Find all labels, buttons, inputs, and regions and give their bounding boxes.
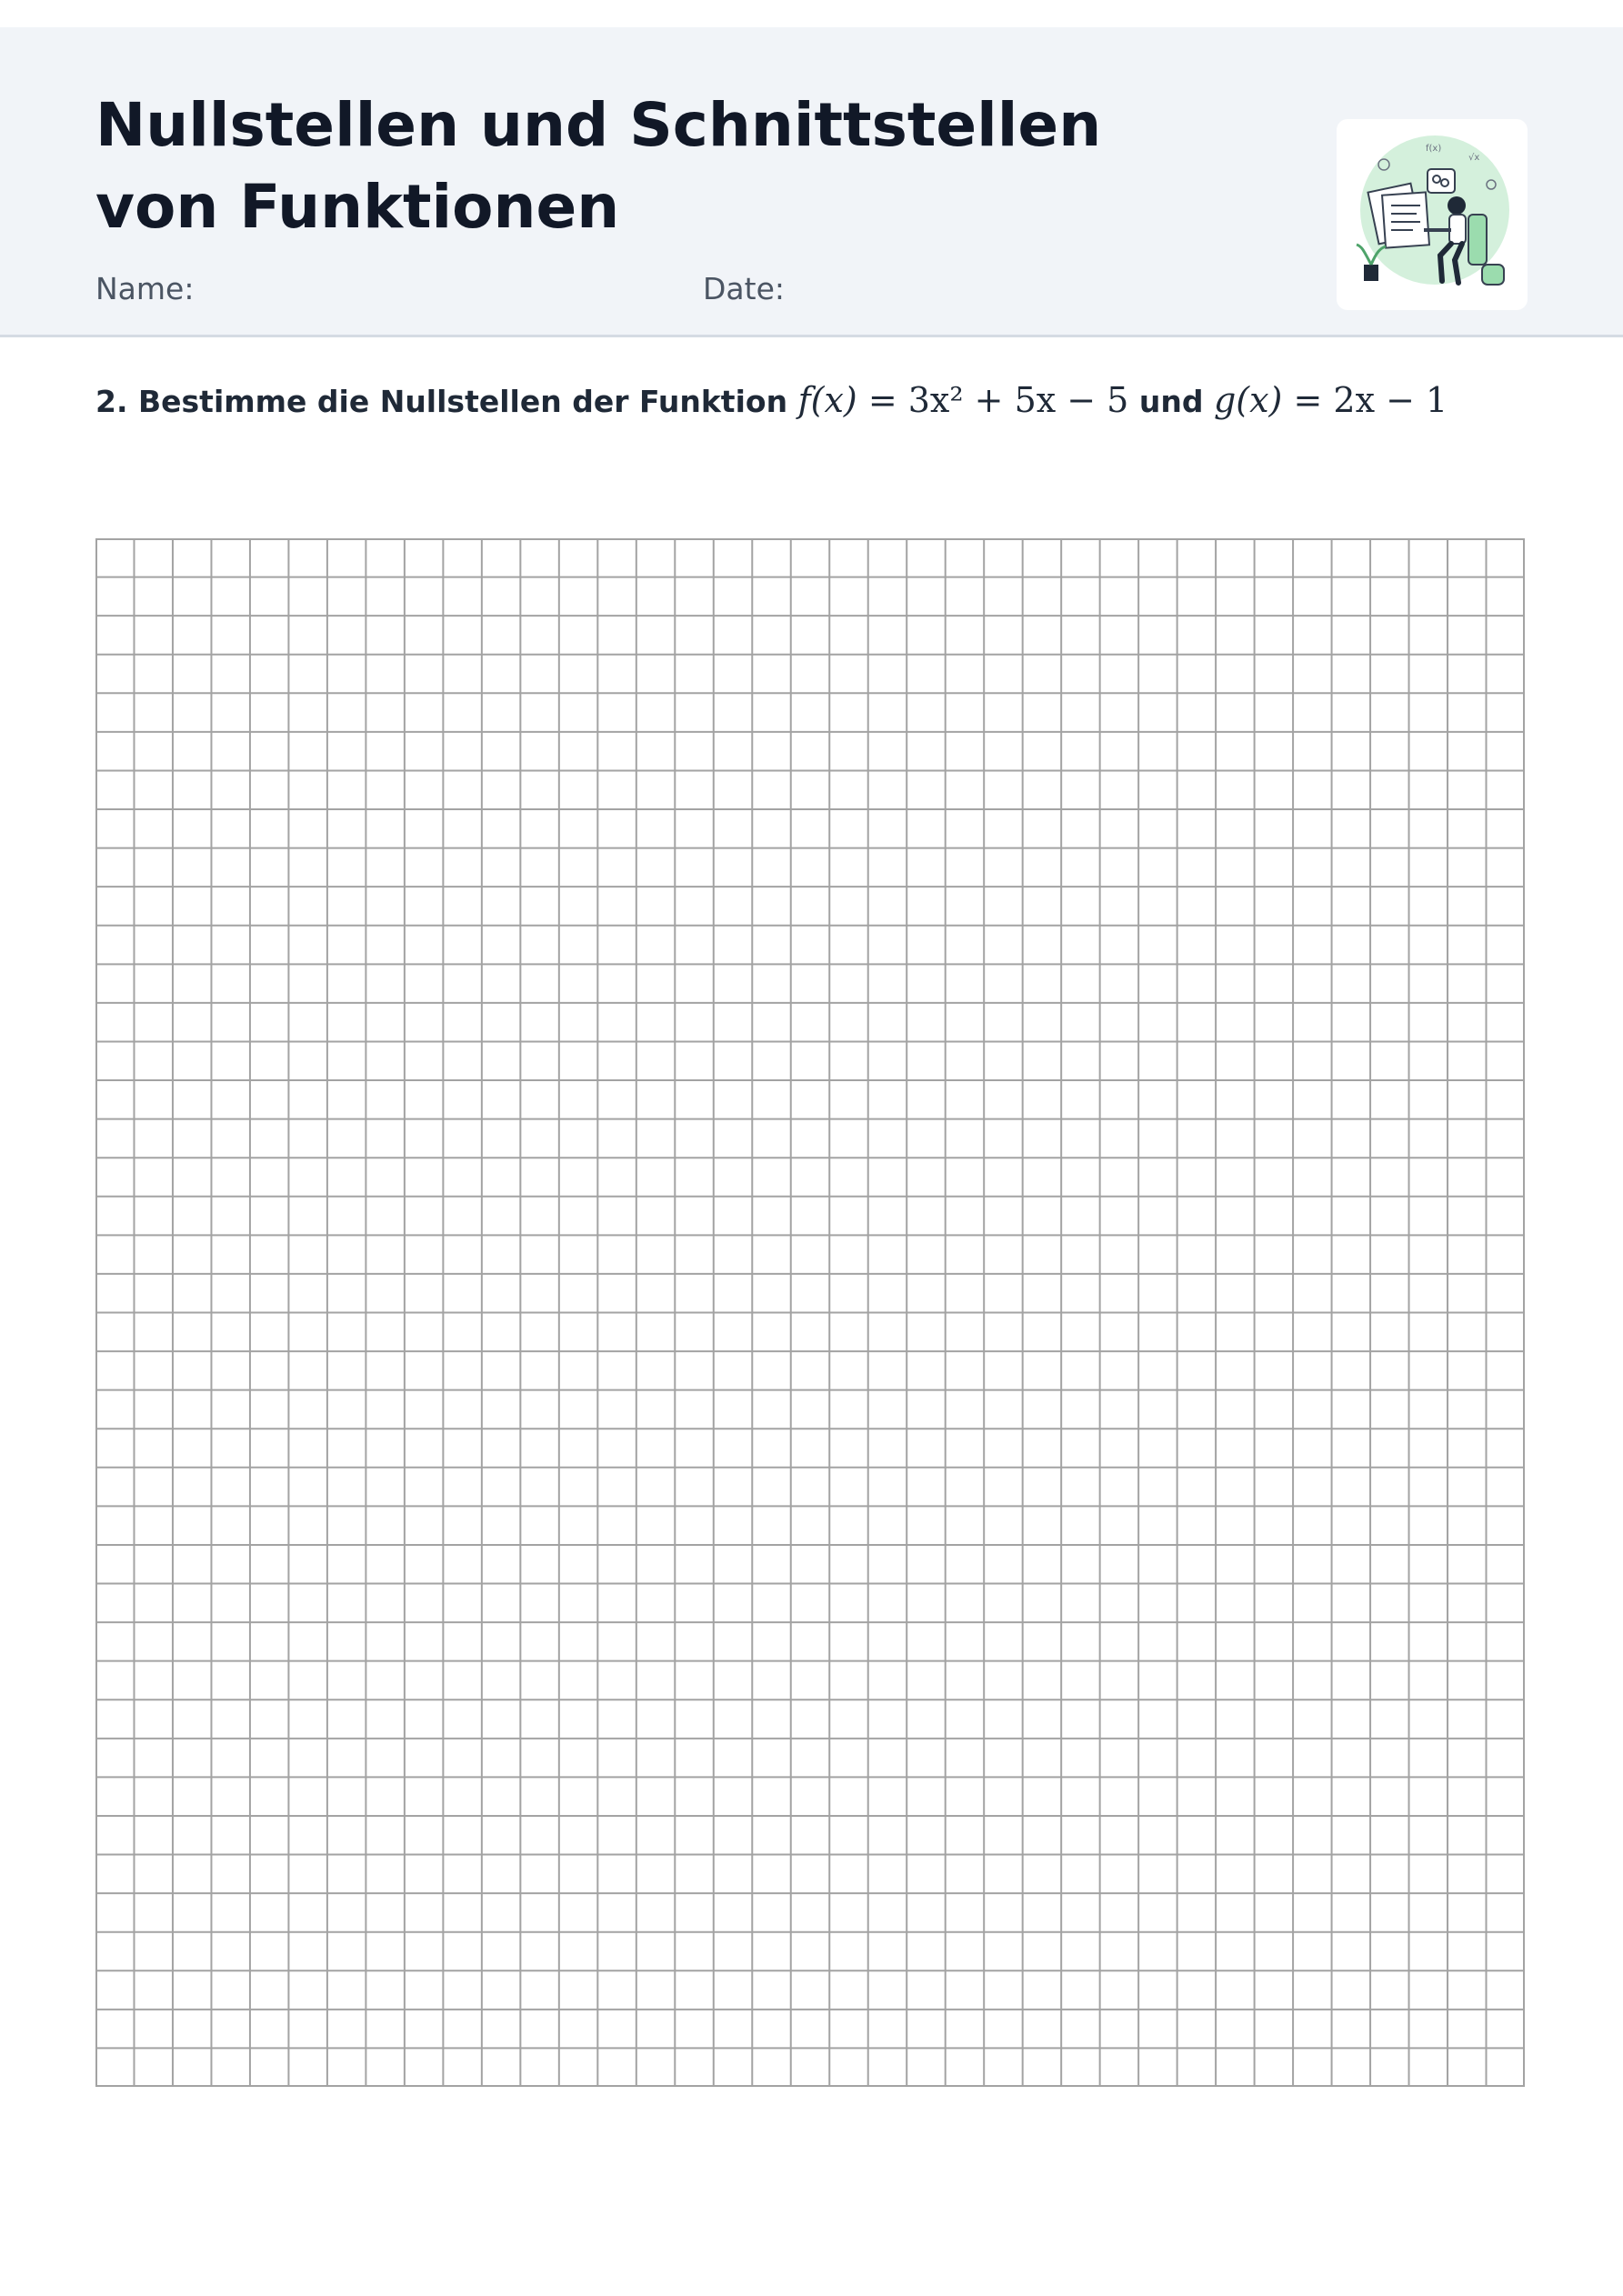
date-label: Date: (703, 271, 785, 306)
question-label: 2. Bestimme die Nullstellen der Funktion (95, 384, 788, 419)
answer-grid[interactable] (95, 538, 1525, 2087)
worksheet-header (0, 27, 1623, 337)
function-g-name: g(x) (1213, 380, 1283, 420)
answer-grid-lines (95, 538, 1525, 2087)
student-math-illustration-icon (1337, 119, 1528, 310)
name-label: Name: (95, 271, 195, 306)
svg-text:f(x): f(x) (1426, 144, 1442, 154)
function-g-formula (1214, 380, 1448, 420)
function-f-expression: = 3x² + 5x − 5 (867, 380, 1129, 420)
function-f-formula (798, 380, 1129, 420)
question-connector: und (1138, 384, 1204, 419)
svg-text:√x: √x (1468, 153, 1480, 163)
question-prompt (95, 380, 1448, 420)
function-g-expression: = 2x − 1 (1293, 380, 1448, 420)
page-title: Nullstellen und Schnittstellen von Funktionen (95, 90, 1102, 242)
function-f-name: f(x) (797, 380, 857, 420)
